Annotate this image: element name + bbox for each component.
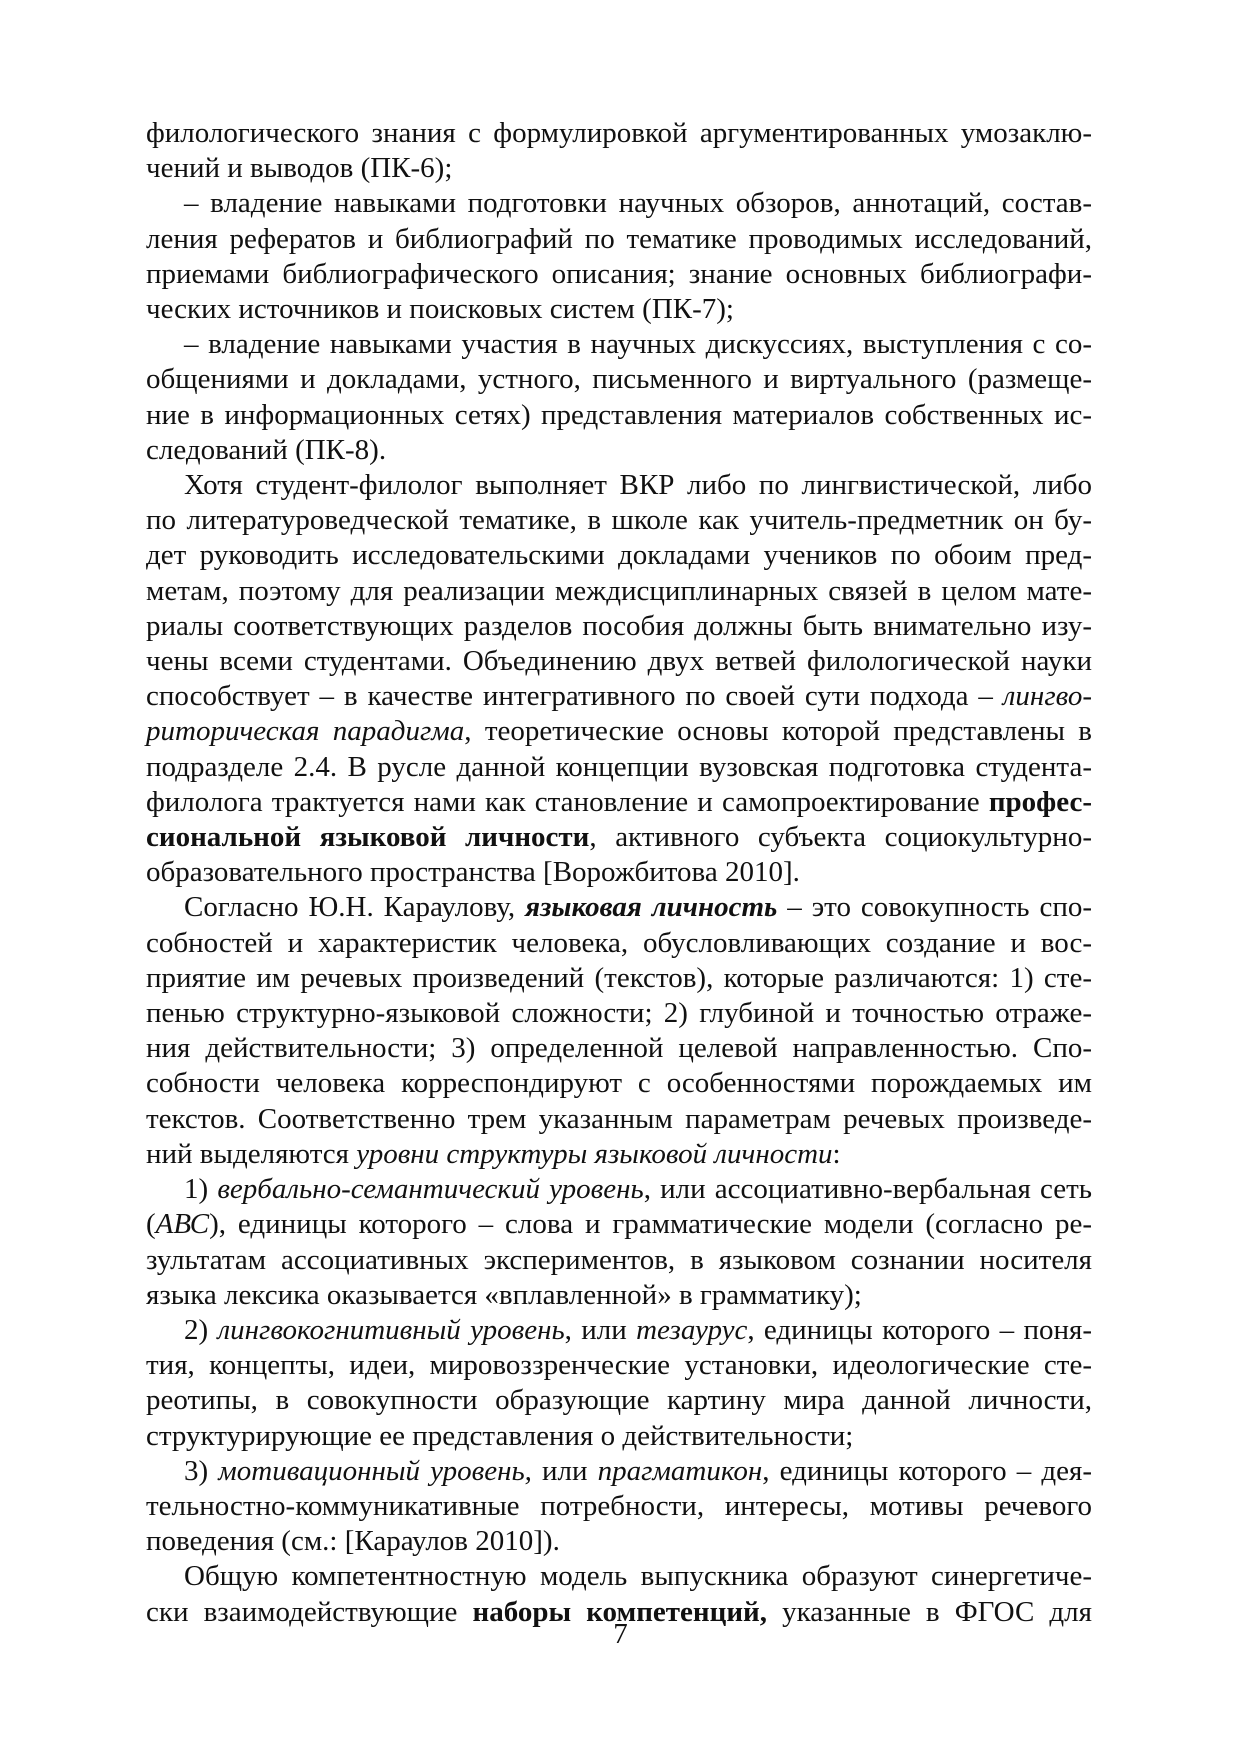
text-run: ления рефератов и библиографий по тематике проводимых исследований, xyxy=(146,222,1092,255)
text-run: 1) xyxy=(184,1173,218,1206)
text-line xyxy=(146,292,1092,327)
text-run: реотипы, в совокупности образующие картину мира данной личности, xyxy=(146,1384,1092,1417)
text-run: ния действительности; 3) определенной целевой направленностью. Спо- xyxy=(146,1032,1092,1065)
text-line xyxy=(146,1383,1092,1418)
text-line xyxy=(146,362,1092,397)
text-run: Общую компетентностную модель выпускника образуют синергетиче- xyxy=(184,1560,1092,1593)
page-number: 7 xyxy=(613,1618,628,1650)
text-line xyxy=(146,1031,1092,1066)
text-line xyxy=(146,1172,1092,1207)
text-run: тия, концепты, идеи, мировоззренческие установки, идеологические сте- xyxy=(146,1349,1092,1382)
text-line xyxy=(146,398,1092,433)
text-run: : xyxy=(832,1137,841,1170)
text-run: ( xyxy=(146,1208,156,1241)
text-run: , теоретические основы которой представлены в xyxy=(464,715,1092,748)
text-line xyxy=(146,785,1092,820)
text-line xyxy=(146,890,1092,925)
text-line xyxy=(146,1137,1092,1172)
text-line xyxy=(146,503,1092,538)
text-run: ), единицы которого – слова и грамматические модели (согласно ре- xyxy=(209,1208,1092,1241)
text-run: Согласно Ю.Н. Караулову, xyxy=(184,891,526,924)
text-run: собностей и характеристик человека, обусловливающих создание и вос- xyxy=(146,926,1092,959)
text-run: – владение навыками участия в научных дискуссиях, выступления с со- xyxy=(184,328,1092,361)
italic-term: риторическая парадигма xyxy=(146,715,465,748)
text-line xyxy=(146,855,1092,890)
bold-italic-term: языковая личность xyxy=(525,891,778,924)
text-run: , или ассоциативно-вербальная сеть xyxy=(643,1173,1092,1206)
document-body xyxy=(146,116,1092,1630)
text-line xyxy=(146,1313,1092,1348)
text-run: языка лексика оказывается «вплавленной» в грамматику); xyxy=(146,1278,862,1311)
text-line xyxy=(146,1066,1092,1101)
text-line xyxy=(146,609,1092,644)
italic-term: прагматикон xyxy=(597,1454,763,1487)
text-line xyxy=(146,961,1092,996)
text-run: , единицы которого – поня- xyxy=(747,1313,1092,1346)
text-line xyxy=(146,820,1092,855)
italic-term: мотивационный уровень, xyxy=(218,1454,532,1487)
text-line xyxy=(146,574,1092,609)
text-run: , или xyxy=(564,1313,637,1346)
text-run: чений и выводов (ПК-6); xyxy=(146,152,453,185)
text-line xyxy=(146,996,1092,1031)
text-run: филолога трактуется нами как становление и самопроектирование xyxy=(146,785,989,818)
text-run: метам, поэтому для реализации междисциплинарных связей в целом мате- xyxy=(146,574,1092,607)
text-line xyxy=(146,538,1092,573)
text-run: ний выделяются xyxy=(146,1137,357,1170)
text-run: указанные в ФГОС для xyxy=(767,1595,1092,1628)
text-run: ческих источников и поисковых систем (ПК-7); xyxy=(146,293,734,326)
text-run: дет руководить исследовательскими докладами учеников по обоим пред- xyxy=(146,539,1092,572)
text-run: подразделе 2.4. В русле данной концепции вузовская подготовка студента- xyxy=(146,750,1092,783)
text-line xyxy=(146,1454,1092,1489)
text-run: – владение навыками подготовки научных обзоров, аннотаций, состав- xyxy=(184,187,1092,220)
text-line xyxy=(146,679,1092,714)
text-run: , единицы которого – дея- xyxy=(762,1454,1092,1487)
text-run: общениями и докладами, устного, письменного и виртуального (размеще- xyxy=(146,363,1092,396)
text-line xyxy=(146,1278,1092,1313)
text-line xyxy=(146,1559,1092,1594)
text-run: способствует – в качестве интегративного по своей сути подхода – xyxy=(146,680,1003,713)
text-line xyxy=(146,1207,1092,1242)
text-run: зультатам ассоциативных экспериментов, в языковом сознании носителя xyxy=(146,1243,1092,1276)
text-run: ски взаимодействующие xyxy=(146,1595,473,1628)
text-run: образовательного пространства [Ворожбитова 2010]. xyxy=(146,856,800,889)
text-run: текстов. Соответственно трем указанным параметрам речевых произведе- xyxy=(146,1102,1092,1135)
text-line xyxy=(146,750,1092,785)
text-run: риалы соответствующих разделов пособия должны быть внимательно изу- xyxy=(146,609,1092,642)
bold-term: наборы компетенций, xyxy=(472,1595,767,1628)
text-run: – это совокупность спо- xyxy=(777,891,1092,924)
text-run: приемами библиографического описания; знание основных библиографи- xyxy=(146,257,1092,290)
text-run: или xyxy=(531,1454,598,1487)
text-line xyxy=(146,116,1092,151)
italic-term: АВС xyxy=(155,1208,210,1241)
text-run: 2) xyxy=(184,1313,218,1346)
italic-term: тезаурус xyxy=(636,1313,748,1346)
italic-term: вербально-семантический уровень xyxy=(217,1173,644,1206)
text-run: пенью структурно-языковой сложности; 2) глубиной и точностью отраже- xyxy=(146,997,1092,1030)
text-line xyxy=(146,714,1092,749)
text-run: Хотя студент-филолог выполняет ВКР либо по лингвистической, либо xyxy=(184,469,1092,502)
text-run: тельностно-коммуникативные потребности, интересы, мотивы речевого xyxy=(146,1489,1092,1522)
text-line xyxy=(146,151,1092,186)
text-run: ние в информационных сетях) представления материалов собственных ис- xyxy=(146,398,1092,431)
text-line xyxy=(146,186,1092,221)
text-line xyxy=(146,644,1092,679)
text-line xyxy=(146,433,1092,468)
text-run: поведения (см.: [Караулов 2010]). xyxy=(146,1525,560,1558)
text-run: чены всеми студентами. Объединению двух ветвей филологической науки xyxy=(146,645,1092,678)
italic-term: уровни структуры языковой личности xyxy=(356,1137,833,1170)
text-line xyxy=(146,1524,1092,1559)
bold-term: профес- xyxy=(988,785,1092,818)
text-line xyxy=(146,468,1092,503)
text-run: собности человека корреспондируют с особенностями порождаемых им xyxy=(146,1067,1092,1100)
text-line xyxy=(146,1102,1092,1137)
text-line xyxy=(146,1348,1092,1383)
text-run: , активного субъекта социокультурно- xyxy=(589,821,1092,854)
bold-term: сиональной языковой личности xyxy=(146,821,590,854)
text-line xyxy=(146,257,1092,292)
text-run: по литературоведческой тематике, в школе как учитель-предметник он бу- xyxy=(146,504,1092,537)
text-run: приятие им речевых произведений (текстов), которые различаются: 1) сте- xyxy=(146,961,1092,994)
text-line xyxy=(146,1243,1092,1278)
text-run: следований (ПК-8). xyxy=(146,433,387,466)
text-run: филологического знания с формулировкой аргументированных умозаклю- xyxy=(146,117,1092,149)
text-line xyxy=(146,1489,1092,1524)
text-line xyxy=(146,327,1092,362)
text-run: структурирующие ее представления о действительности; xyxy=(146,1419,854,1452)
text-line xyxy=(146,926,1092,961)
italic-term: лингвокогнитивный уровень xyxy=(217,1313,565,1346)
text-line xyxy=(146,1419,1092,1454)
text-line xyxy=(146,222,1092,257)
text-run: 3) xyxy=(184,1454,219,1487)
italic-term: лингво- xyxy=(1002,680,1092,713)
